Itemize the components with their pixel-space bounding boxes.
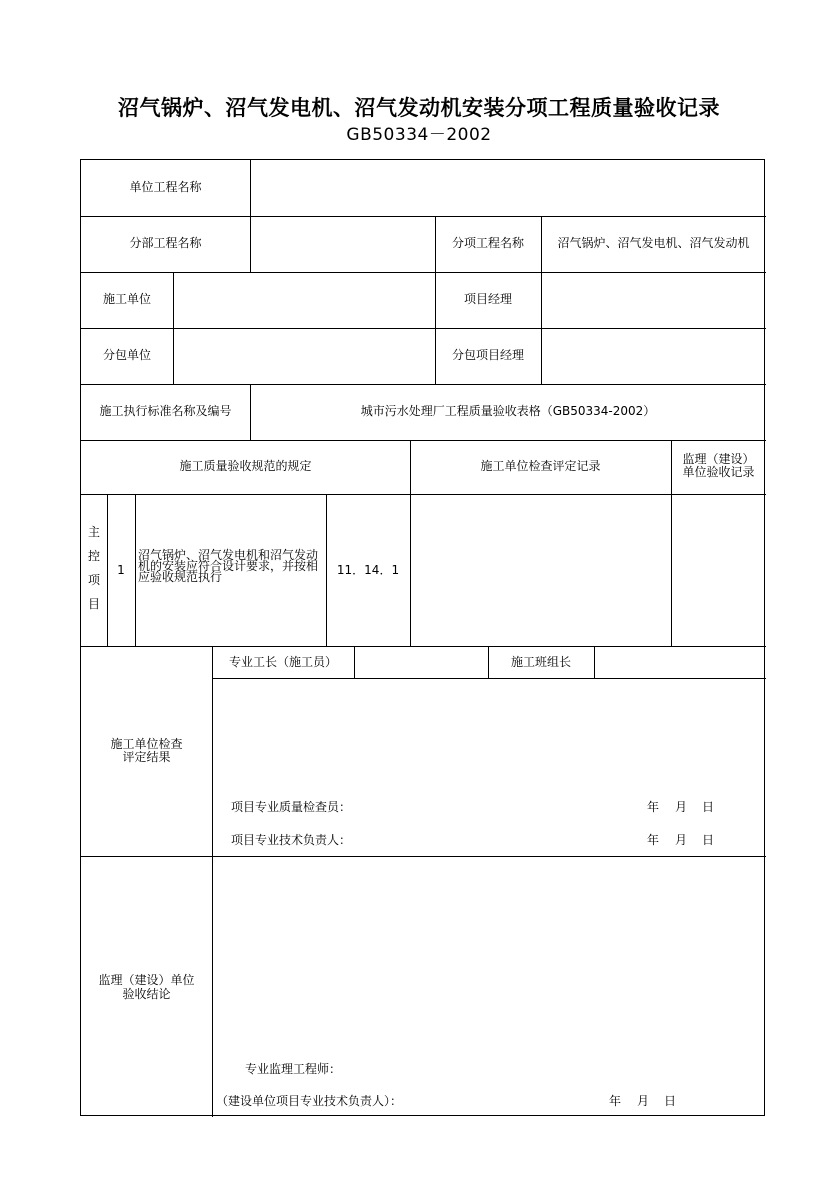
division-label: 分部工程名称	[129, 236, 202, 250]
supervision-engineer-label: 专业监理工程师：	[245, 1062, 342, 1076]
standard-value[interactable]: 城市污水处理厂工程质量验收表格（GB50334-2002）	[360, 404, 656, 418]
item-clause: 11．14．1	[336, 563, 400, 577]
form-table	[80, 159, 765, 1116]
row-divider	[212, 678, 766, 679]
date-year: 年	[647, 833, 660, 847]
col-divider	[212, 646, 213, 1117]
spec-header: 施工质量验收规范的规定	[179, 459, 312, 473]
team-leader-label: 施工班组长	[510, 655, 571, 669]
supervision-header-line2: 单位验收记录	[682, 465, 755, 479]
col-divider	[250, 160, 251, 272]
col-divider	[354, 646, 355, 678]
form-title: 沼气锅炉、沼气发电机、沼气发动机安装分项工程质量验收记录	[118, 96, 720, 120]
check-header: 施工单位检查评定记录	[480, 459, 601, 473]
col-divider	[135, 494, 136, 646]
item-description: 沼气锅炉、沼气发电机和沼气发动机的安装应符合设计要求，并按相应验收规范执行	[138, 548, 319, 584]
category-char: 主	[87, 525, 100, 539]
date-month: 月	[675, 800, 688, 814]
item-number: 1	[117, 563, 125, 577]
project-manager-label: 项目经理	[463, 292, 512, 306]
col-divider	[173, 272, 174, 384]
category-char: 目	[87, 597, 100, 611]
date-year: 年	[647, 800, 660, 814]
subcontractor-label: 分包单位	[102, 348, 151, 362]
row-divider	[81, 856, 766, 857]
date-year: 年	[609, 1094, 622, 1108]
category-char: 控	[87, 549, 100, 563]
row-divider	[81, 384, 766, 385]
foreman-label: 专业工长（施工员）	[228, 655, 337, 669]
supervision-result-label-line1: 监理（建设）单位	[98, 973, 195, 987]
quality-inspector-label: 项目专业质量检查员：	[231, 800, 352, 814]
construction-result-label-line2: 评定结果	[122, 750, 171, 764]
row-divider	[81, 328, 766, 329]
row-divider	[81, 440, 766, 441]
date-day: 日	[664, 1094, 677, 1108]
contractor-label: 施工单位	[102, 292, 151, 306]
subitem-label: 分项工程名称	[451, 236, 524, 250]
row-divider	[81, 272, 766, 273]
subitem-value[interactable]: 沼气锅炉、沼气发电机、沼气发动机	[557, 236, 750, 250]
row-divider	[81, 494, 766, 495]
date-month: 月	[675, 833, 688, 847]
date-month: 月	[637, 1094, 650, 1108]
supervision-header-line1: 监理（建设）	[682, 452, 755, 466]
category-char: 项	[87, 573, 100, 587]
date-day: 日	[702, 800, 715, 814]
standard-code: GB50334－2002	[346, 125, 492, 145]
row-divider	[81, 216, 766, 217]
col-divider	[594, 646, 595, 678]
standard-label: 施工执行标准名称及编号	[99, 404, 232, 418]
sub-project-manager-label: 分包项目经理	[451, 348, 524, 362]
tech-lead-label: 项目专业技术负责人：	[231, 833, 352, 847]
owner-tech-lead-label: （建设单位项目专业技术负责人）：	[216, 1094, 403, 1108]
row-divider	[81, 646, 766, 647]
unit-project-label: 单位工程名称	[129, 180, 202, 194]
construction-result-label-line1: 施工单位检查	[110, 737, 183, 751]
date-day: 日	[702, 833, 715, 847]
supervision-result-label-line2: 验收结论	[122, 987, 171, 1001]
